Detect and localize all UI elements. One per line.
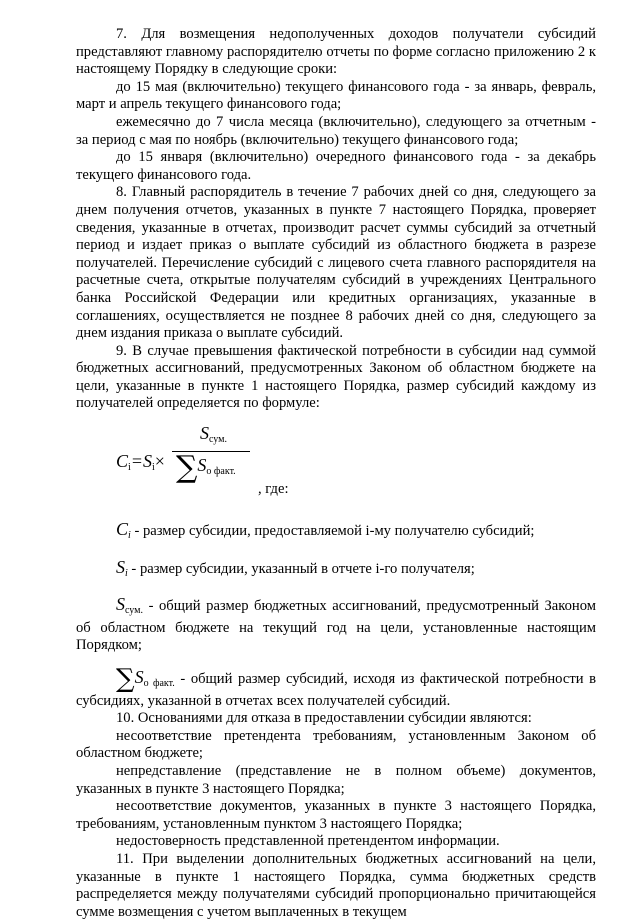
paragraph-9: 9. В случае превышения фактической потребности в субсидии над суммой бюджетных ассигнований, предусмотренных Законом об областном бюджете на цели, указанные в пункте 1 настоящего Порядка, размер субсидий каждому из получателей определяется по формуле: <box>76 342 596 412</box>
subsidy-formula <box>76 417 596 517</box>
paragraph-8: 8. Главный распорядитель в течение 7 рабочих дней со дня, следующего за днем получения отчетов, указанных в пункте 7 настоящего Порядка, проверяет сведения, указанные в отчетах, производит расчет суммы субсидий за отчетный период и издает приказ о выплате субсидий из областного бюджета в разрезе получателей. Перечисление субсидий с лицевого счета главного распорядителя на расчетные счета, открытые получателям субсидий в учреждениях Центрального банка Российской Федерации или кредитных организациях, указанные в соглашениях, осуществляется не позднее 8 рабочих дней со дня, следующего за днем издания приказа о выплате субсидий. <box>76 184 596 342</box>
paragraph-7-term-2: ежемесячно до 7 числа месяца (включительно), следующего за отчетным - за период с мая по ноябрь (включительно) текущего финансового года; <box>76 113 596 148</box>
paragraph-11: 11. При выделении дополнительных бюджетных ассигнований на цели, указанные в пункте 1 настоящего Порядка, сумма бюджетных средств распределяется между получателями субсидий пропорционально причитающейся сумме возмещения с учетом выплаченных в текущем <box>76 850 596 920</box>
formula-denominator: $\sum S_{о факт.}$ <box>176 450 236 486</box>
paragraph-7-term-3: до 15 января (включительно) очередного финансового года - за декабрь текущего финансового года. <box>76 149 596 183</box>
formula-left-side: $C_i=S_i\times$ <box>116 451 165 474</box>
paragraph-10-reason-2: непредставление (представление не в полном объеме) документов, указанных в пункте 3 настоящего Порядка; <box>76 763 596 797</box>
definition-sigma: $\sum S_{о факт.}$ - общий размер субсидий, исходя из фактической потребности в субсидиях, указанной в отчетах всех получателей субсидий. <box>76 664 596 709</box>
definition-si: $S_i$ - размер субсидии, указанный в отчете i-го получателя; <box>116 556 475 579</box>
formula-numerator: $S_{сум.}$ <box>200 423 228 446</box>
paragraph-7: 7. Для возмещения недополученных доходов получатели субсидий представляют главному распорядителю отчеты по форме согласно приложению 2 к настоящему Порядку в следующие сроки: <box>76 26 596 78</box>
definition-ci: $C_i$ - размер субсидии, предоставляемой i-му получателю субсидий; <box>116 519 535 542</box>
paragraph-7-term-1: до 15 мая (включительно) текущего финансового года - за январь, февраль, март и апрель текущего финансового года; <box>76 78 596 113</box>
paragraph-10-reason-1: несоответствие претендента требованиям, установленным Законом об областном бюджете; <box>76 727 596 762</box>
paragraph-10-reason-4: недостоверность представленной претендентом информации. <box>116 833 500 850</box>
paragraph-10: 10. Основаниями для отказа в предоставлении субсидии являются: <box>116 710 532 727</box>
formula-where: , где: <box>258 481 289 498</box>
definition-ssum: $S_{сум.}$ - общий размер бюджетных ассигнований, предусмотренный Законом об областном бюджете на текущий год на цели, установленные настоящим Порядком; <box>76 594 596 654</box>
paragraph-10-reason-3: несоответствие документов, указанных в пункте 3 настоящего Порядка, требованиям, установленным пунктом 3 настоящего Порядка; <box>76 798 596 832</box>
